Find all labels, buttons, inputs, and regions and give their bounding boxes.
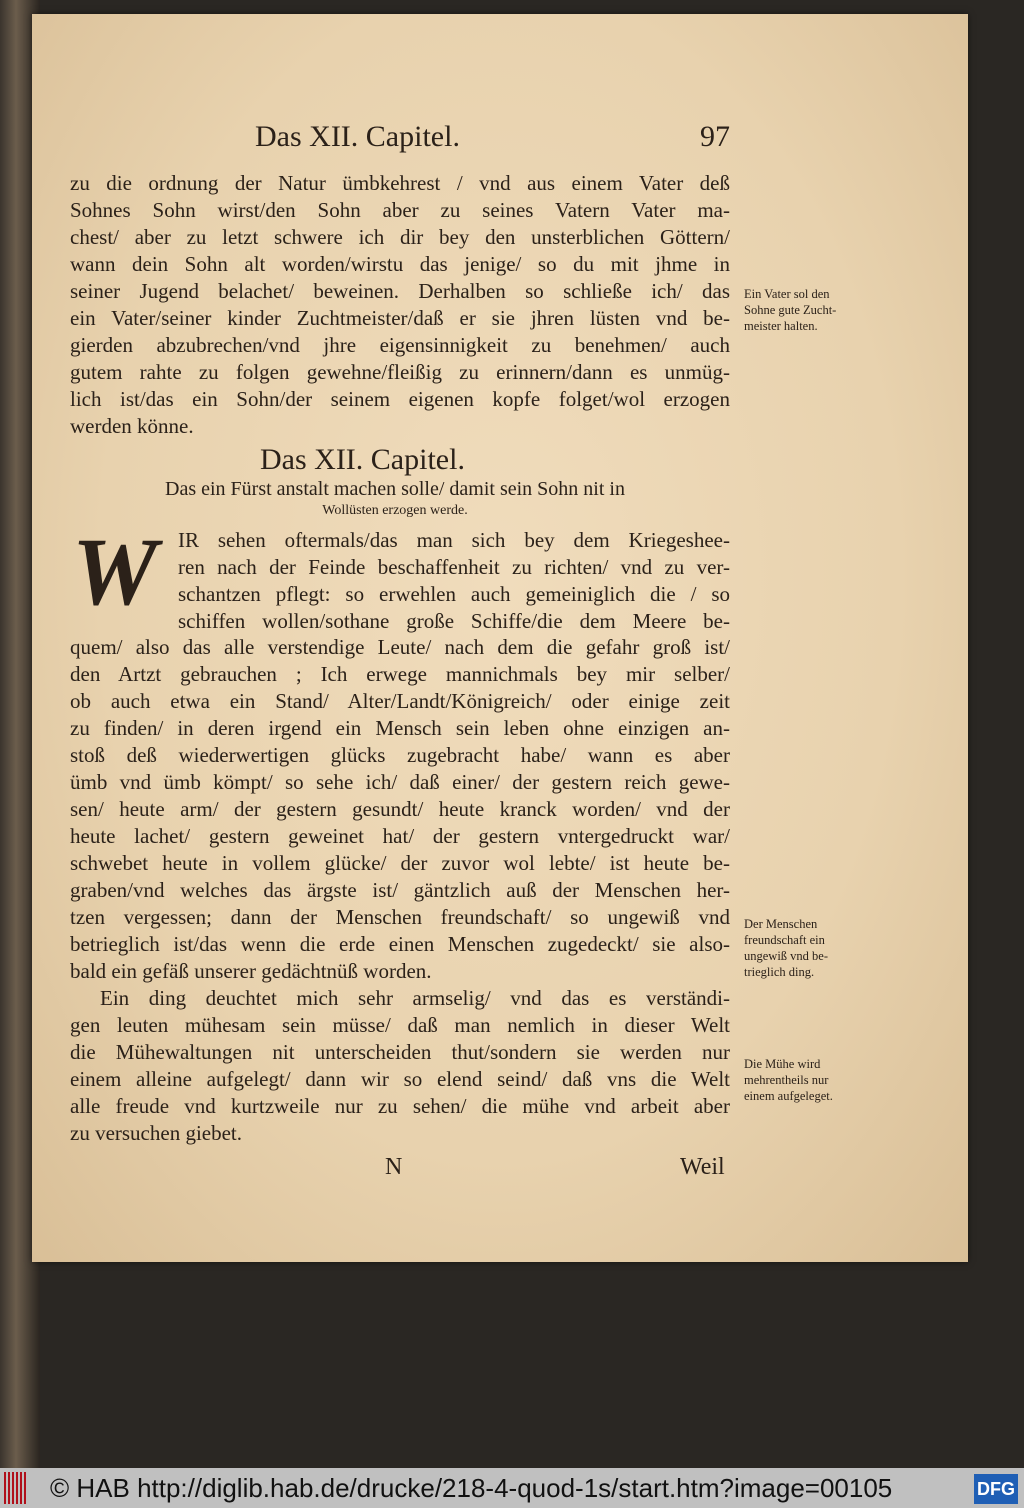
text-line: schiffen wollen/sothane große Schiffe/die dem Meere be- [178,609,730,633]
margin-note-line: Ein Vater sol den [744,287,830,301]
text-line: schwebet heute in vollem glücke/ der zuvor wol lebte/ ist heute be- [70,851,730,875]
text-line: zu versuchen giebet. [70,1121,243,1145]
text-line: seiner Jugend belachet/ beweinen. Derhalben so schließe ich/ das [70,279,730,303]
text-line: zu finden/ in deren irgend ein Mensch sein leben ohne einzigen an- [70,716,730,740]
margin-note-line: Die Mühe wird [744,1057,821,1071]
text-line: sen/ heute arm/ der gestern gesundt/ heute kranck worden/ vnd der [70,797,730,821]
margin-note-line: Sohne gute Zucht- [744,303,837,317]
text-line: chest/ aber zu letzt schwere ich dir bey den unsterblichen Göttern/ [70,225,730,249]
text-line: ren nach der Feinde beschaffenheit zu richten/ vnd zu ver- [178,555,730,579]
margin-note [744,916,828,980]
text-line: quem/ also das alle verstendige Leute/ nach dem die gefahr groß ist/ [70,635,730,659]
text-line: gen leuten mühesam sein müsse/ daß man nemlich in dieser Welt [70,1013,730,1037]
book-page [32,14,968,1262]
text-line: tzen vergessen; dann der Menschen freundschaft/ so ungewiß vnd [70,905,730,929]
chapter-subtitle: Das ein Fürst anstalt machen solle/ damit sein Sohn nit in [165,478,625,500]
text-line: wann dein Sohn alt worden/wirstu das jenige/ so du mit jhme in [70,252,730,276]
margin-note-line: freundschaft ein [744,933,825,947]
text-line: einem alleine aufgelegt/ dann wir so elend seind/ daß vns die Welt [70,1067,730,1091]
text-line: graben/vnd welches das ärgste ist/ gäntzlich auß der Menschen her- [70,878,730,902]
footer-bar [0,1468,1024,1508]
text-line: ümb vnd ümb kömpt/ so sehe ich/ daß einer/ der gestern reich gewe- [70,770,730,794]
text-line: alle freude vnd kurtzweile nur zu sehen/ die mühe vnd arbeit aber [70,1094,730,1118]
text-line: IR sehen oftermals/das man sich bey dem Kriegeshee- [178,528,730,552]
text-line: ein Vater/seiner kinder Zuchtmeister/daß er sie jhren lüsten vnd be- [70,306,730,330]
text-line: gutem rahte zu folgen gewehne/fleißig zu erinnern/dann es unmüg- [70,360,730,384]
text-line: gierden abzubrechen/vnd jhre eigensinnigkeit zu benehmen/ auch [70,333,730,357]
text-line: heute lachet/ gestern geweinet hat/ der gestern vntergedruckt war/ [70,824,730,848]
page-number: 97 [700,120,730,153]
margin-note-line: trieglich ding. [744,965,815,979]
text-line: den Artzt gebrauchen ; Ich erwege mannichmals bey mir selber/ [70,662,730,686]
text-line: schantzen pflegt: so erwehlen auch gemeiniglich die / so [178,582,730,606]
text-line: zu die ordnung der Natur ümbkehrest / vnd aus einem Vater deß [70,171,730,195]
dfg-logo: DFG [974,1474,1018,1504]
drop-cap: W [72,518,158,625]
margin-note-line: mehrentheils nur [744,1073,829,1087]
margin-note-line: meister halten. [744,319,818,333]
text-line: Sohnes Sohn wirst/den Sohn aber zu seines Vatern Vater ma- [70,198,730,222]
text-line: Ein ding deuchtet mich sehr armselig/ vnd das es verständi- [100,986,730,1010]
margin-note-line: Der Menschen [744,917,818,931]
margin-note-line: einem aufgeleget. [744,1089,833,1103]
catchword: Weil [680,1154,725,1180]
text-line: bald ein gefäß unserer gedächtnüß worden. [70,959,432,983]
hab-logo-icon [4,1472,26,1504]
text-line: ob auch etwa ein Stand/ Alter/Landt/Königreich/ oder einige zeit [70,689,730,713]
text-line: werden könne. [70,414,194,438]
running-header-title: Das XII. Capitel. [255,120,460,153]
text-line: lich ist/das ein Sohn/der seinem eigenen kopfe folget/wol erzogen [70,387,730,411]
chapter-subtitle-cont: Wollüsten erzogen werde. [322,503,468,518]
text-line: stoß deß wiederwertigen glücks zugebracht habe/ wann es aber [70,743,730,767]
signature-mark: N [385,1154,403,1180]
chapter-heading: Das XII. Capitel. [260,443,465,476]
text-line: betrieglich ist/das wenn die erde einen Menschen zugedeckt/ sie also- [70,932,730,956]
margin-note-line: ungewiß vnd be- [744,949,829,963]
margin-note [744,286,836,334]
text-line: die Mühewaltungen nit unterscheiden thut/sondern sie werden nur [70,1040,730,1064]
margin-note [744,1056,833,1104]
copyright-url[interactable]: © HAB http://diglib.hab.de/drucke/218-4-quod-1s/start.htm?image=00105 [50,1473,893,1503]
